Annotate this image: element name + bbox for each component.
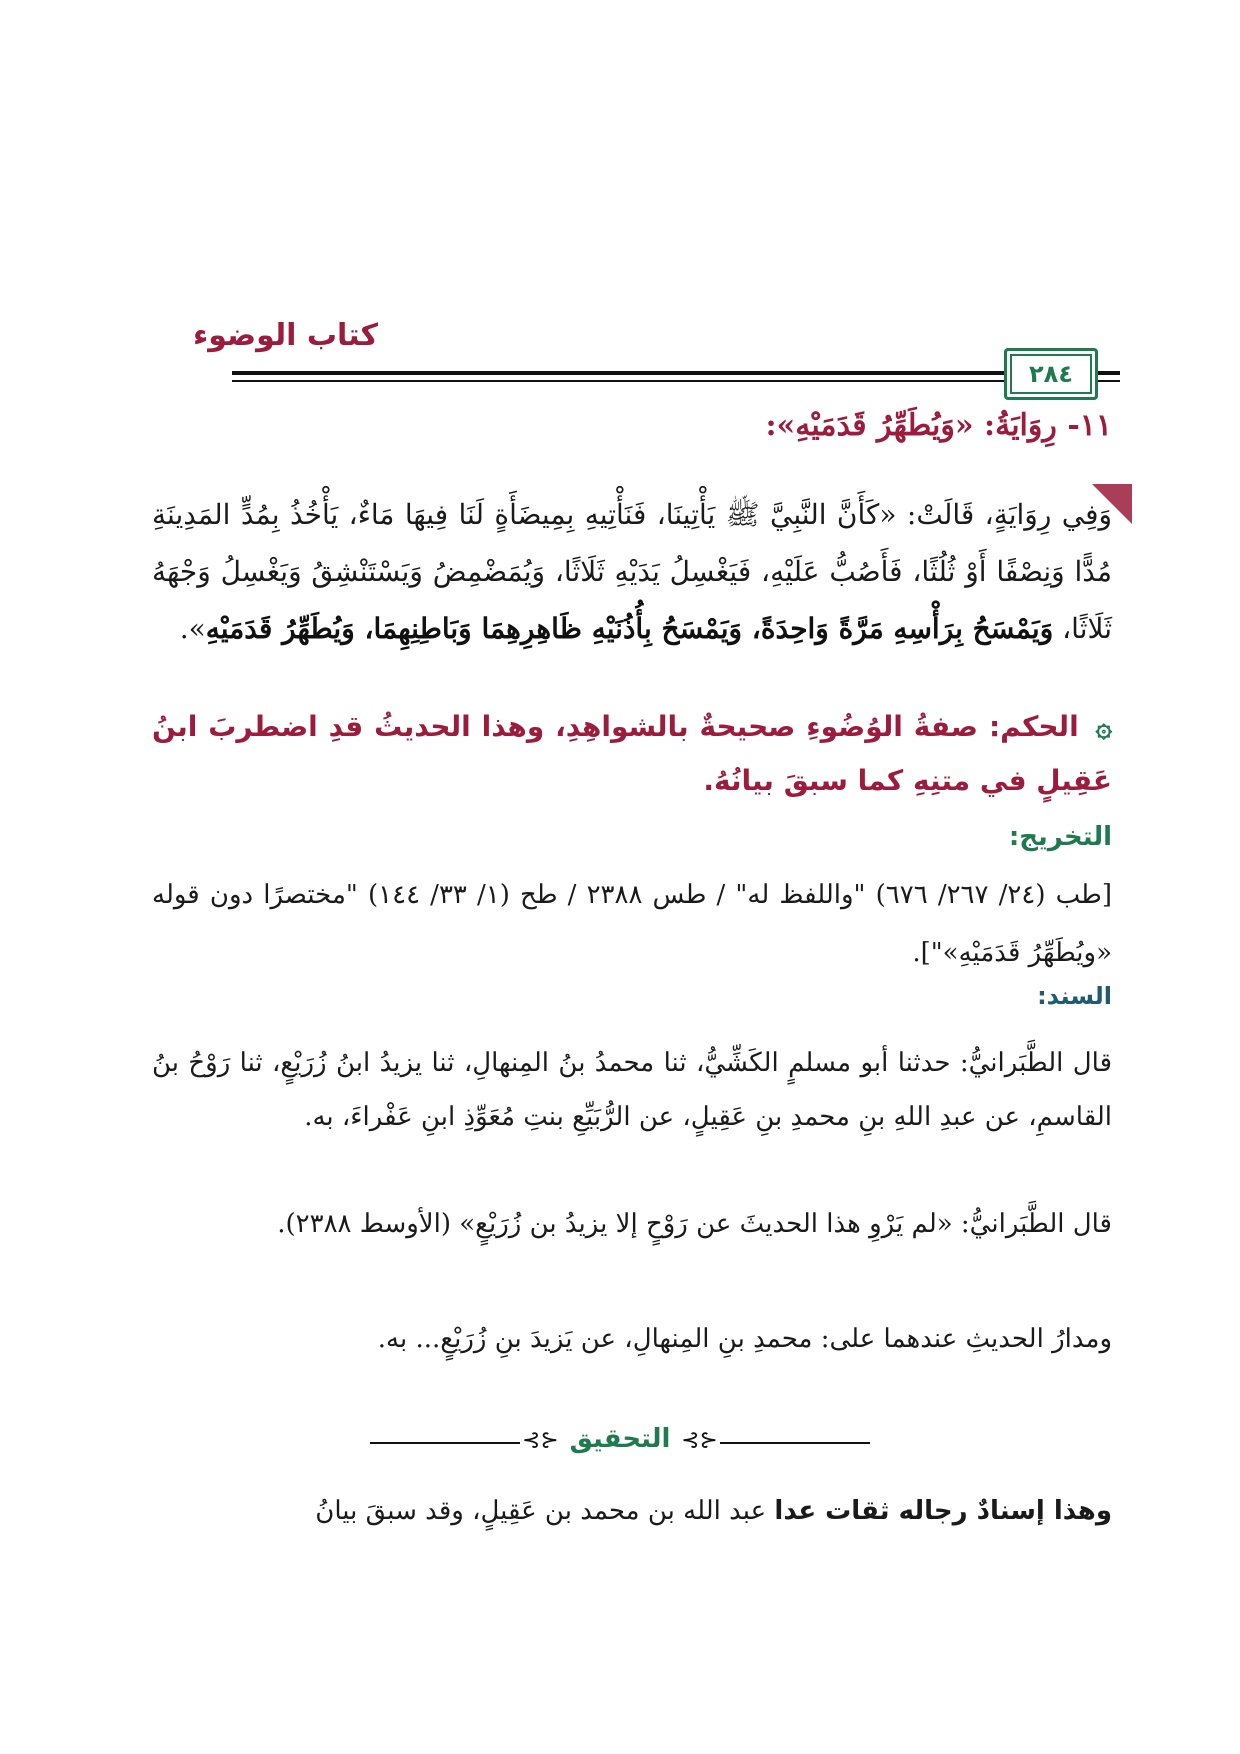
divider-ornament-right-icon: ⊰⊱	[681, 1428, 718, 1453]
tahqiq-rest: عبد الله بن محمد بن عَقِيلٍ، وقد سبقَ بيانُ	[315, 1496, 775, 1526]
ruling-label: الحكم:	[988, 710, 1079, 743]
hadith-text	[152, 486, 1112, 657]
sanad-title: السند:	[1037, 982, 1112, 1010]
ruling-text: صفةُ الوُضُوءِ صحيحةٌ بالشواهِدِ، وهذا الحديثُ قدِ اضطربَ ابنُ عَقِيلٍ في متنِهِ كما سبقَ بيانُهُ.	[152, 710, 1112, 797]
takhrij-text: [طب (٢٤/ ٢٦٧/ ٦٧٦) "واللفظ له" / طس ٢٣٨٨ / طح (١/ ٣٣/ ١٤٤) "مختصرًا دون قوله «ويُطَهِّرُ قَدَمَيْهِ»"].	[152, 880, 1112, 968]
header-rule-thin	[232, 380, 1012, 382]
sanad-paragraph-3: ومدارُ الحديثِ عندهما على: محمدِ بنِ المِنهالِ، عن يَزيدَ بنِ زُرَيْعٍ... به.	[377, 1324, 1112, 1354]
tahqiq-divider	[370, 1424, 870, 1458]
tahqiq-bold: وهذا إسنادٌ رجاله ثقات عدا	[774, 1496, 1112, 1526]
sanad-paragraph-2: قال الطَّبَرانيُّ: «لم يَرْوِ هذا الحديثَ عن رَوْحٍ إلا يزيدُ بن زُرَيْعٍ» (الأوسط ٢٣٨٨).	[277, 1209, 1112, 1239]
section-heading: ١١- رِوَايَةُ: «وَيُطَهِّرُ قَدَمَيْهِ»:	[765, 408, 1112, 443]
hadith-bold: وَيَمْسَحُ بِرَأْسِهِ مَرَّةً وَاحِدَةً، وَيَمْسَحُ بِأُذُنَيْهِ ظَاهِرِهِمَا وَبَاطِنِهِمَا، وَيُطَهِّرُ قَدَمَيْهِ	[205, 612, 1054, 645]
hadith-plain: وَفِي رِوَايَةٍ، قَالَتْ: «كَأَنَّ النَّبِيَّ ﷺ يَأْتِينَا، فَنَأْتِيهِ بِمِيضَأَةٍ لَنَا فِيهَا مَاءٌ، يَأْخُذُ بِمُدٍّ المَدِينَةِ مُدًّا وَنِصْفًا أَوْ ثُلُثًا، فَأَصُبُّ عَلَيْهِ، فَيَغْسِلُ يَدَيْهِ ثَلَاثًا، وَيُمَضْمِضُ وَيَسْتَنْشِقُ وَيَغْسِلُ وَجْهَهُ ثَلَاثًا،	[152, 498, 1112, 645]
sanad-paragraph-1: قال الطَّبَرانيُّ: حدثنا أبو مسلمٍ الكَشِّيُّ، ثنا محمدُ بنُ المِنهالِ، ثنا يزيدُ ابنُ زُرَيْعٍ، ثنا رَوْحُ بنُ القاسمِ، عن عبدِ اللهِ بنِ محمدِ بنِ عَقِيلٍ، عن الرُّبَيِّعِ بنتِ مُعَوِّذِ ابنِ عَفْراءَ، به.	[152, 1048, 1112, 1132]
header-rule-thick	[232, 371, 1012, 375]
running-title: كتاب الوضوء	[192, 318, 378, 353]
takhrij-title: التخريج:	[1008, 822, 1112, 852]
hadith-end: ».	[179, 612, 206, 645]
tahqiq-title: التحقيق	[569, 1424, 671, 1454]
flower-ornament-icon: ۞	[1095, 710, 1113, 743]
ruling-paragraph	[152, 700, 1112, 808]
page-number: ٢٨٤	[1029, 360, 1073, 388]
divider-ornament-left-icon: ⊰⊱	[522, 1428, 559, 1453]
tahqiq-text	[152, 1484, 1112, 1538]
page-number-box	[1004, 348, 1098, 400]
